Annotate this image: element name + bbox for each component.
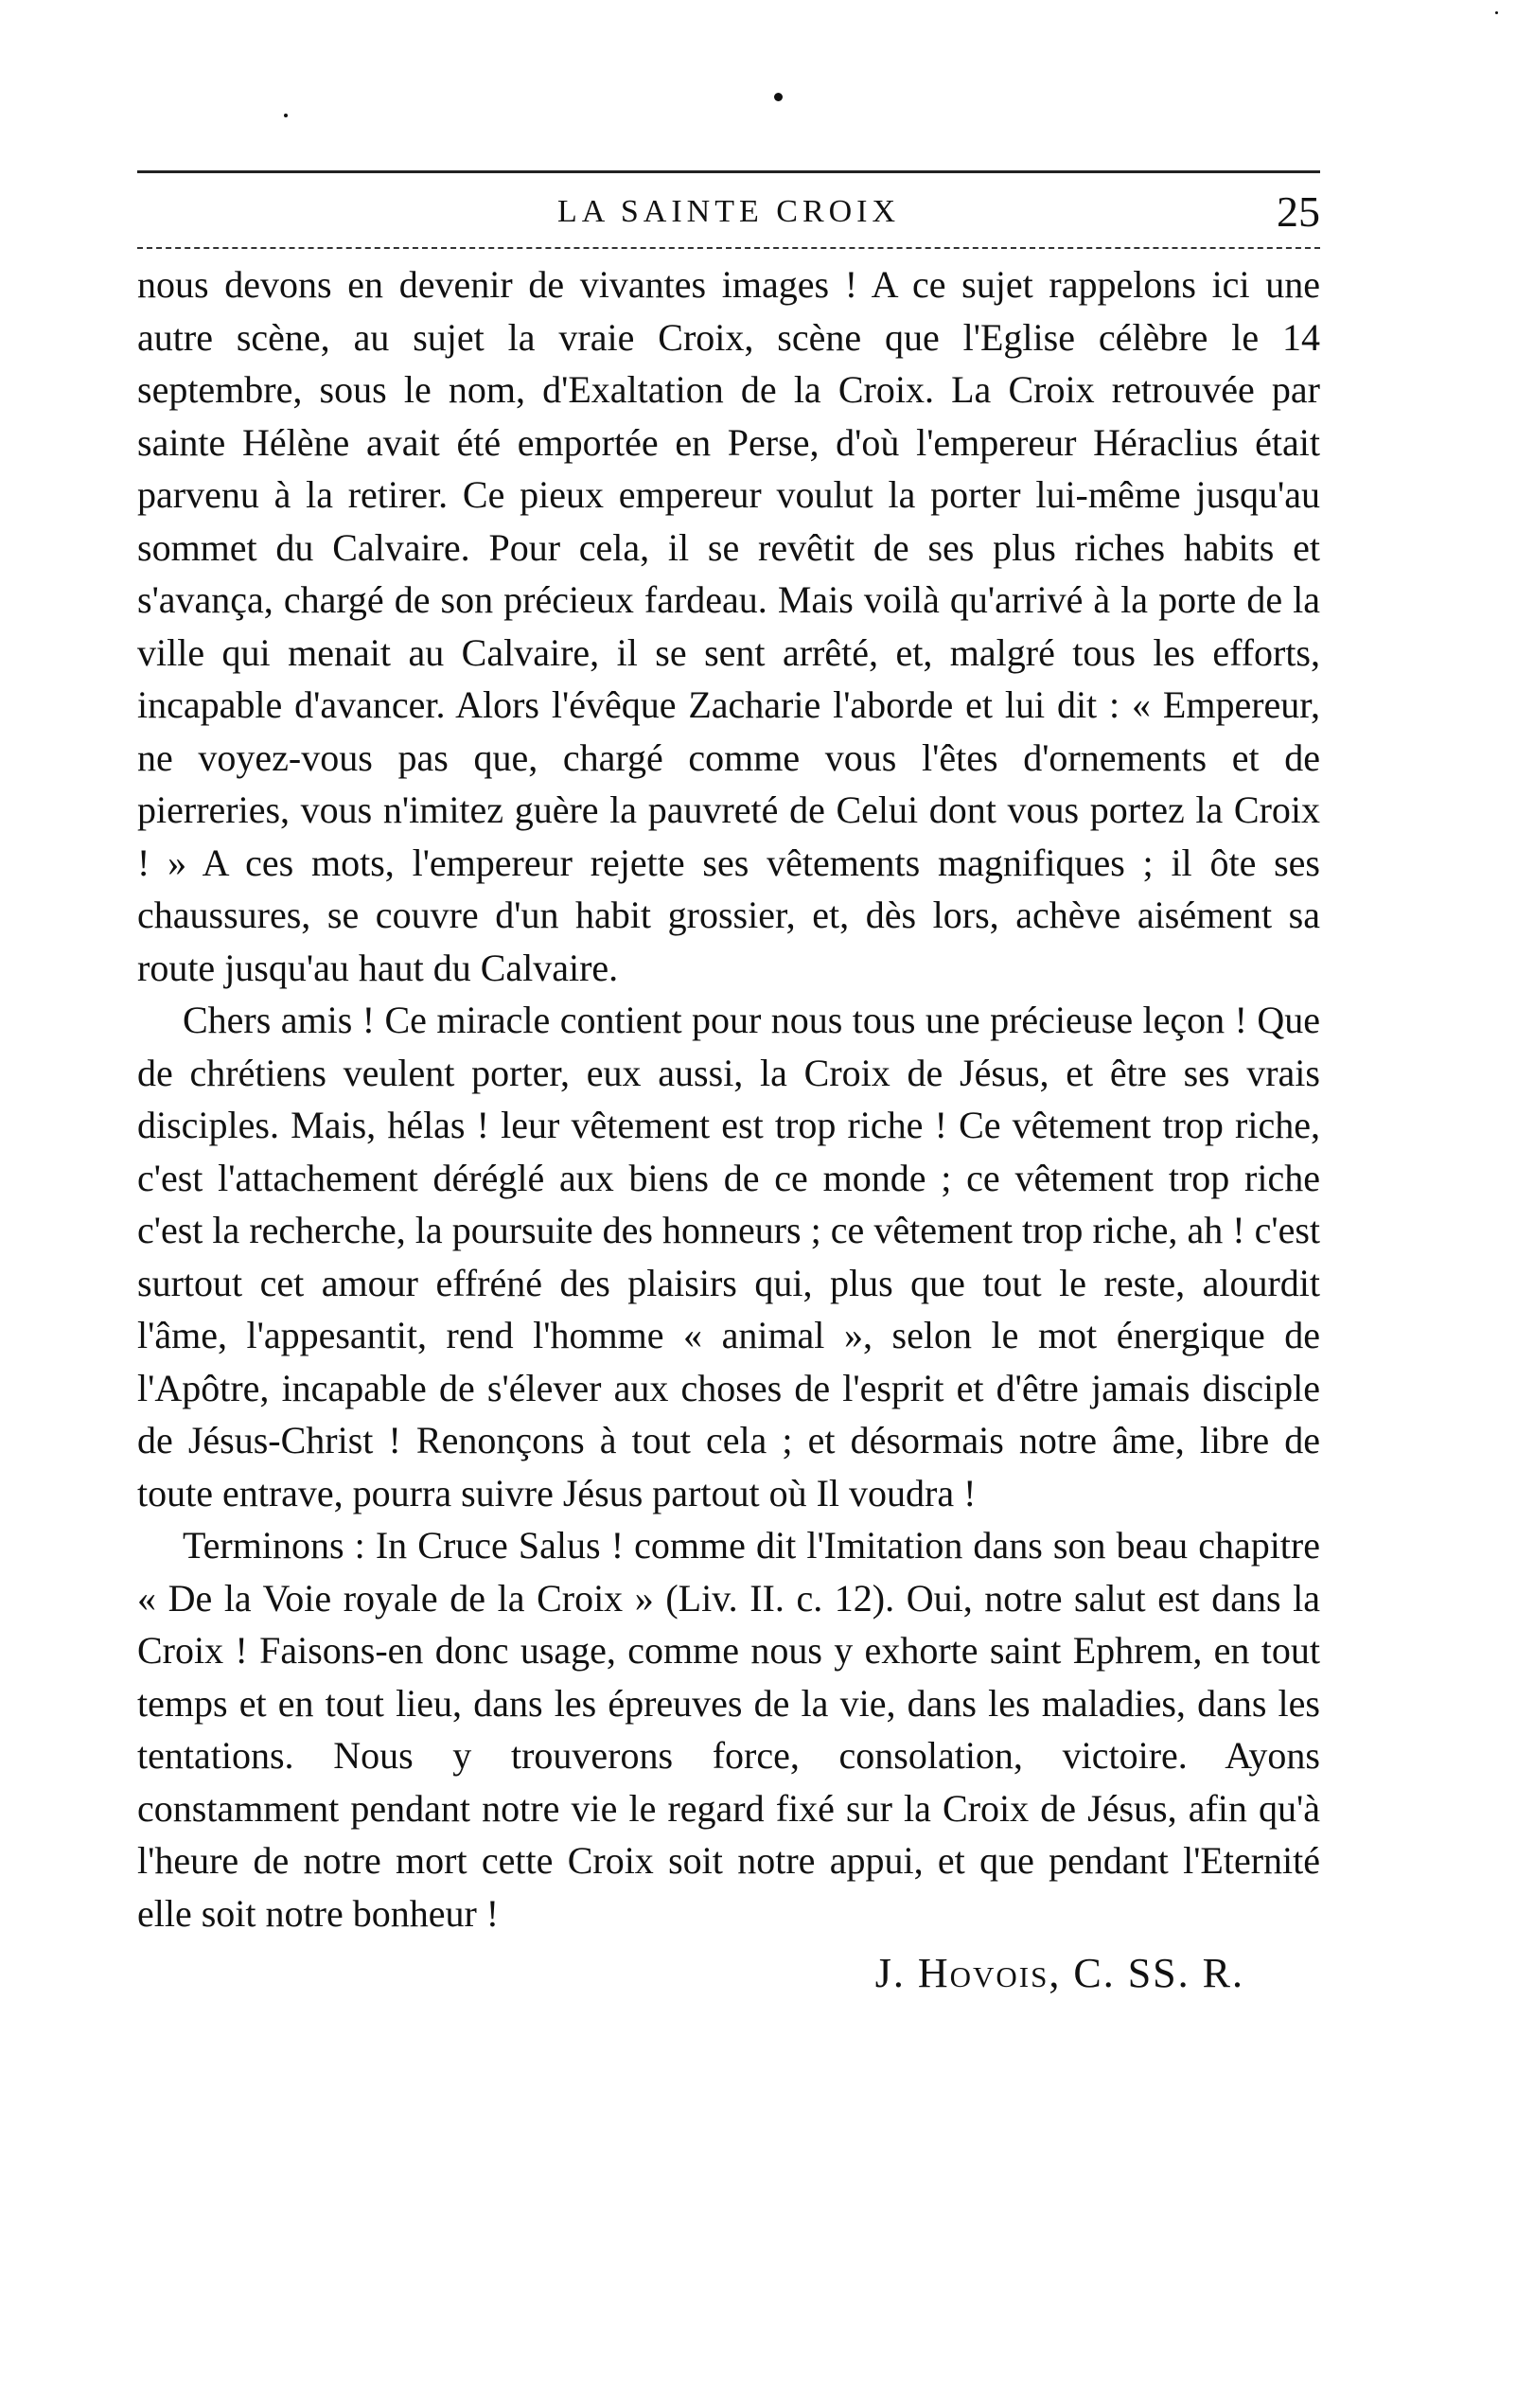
- speck: [1495, 11, 1498, 14]
- header-rule: [137, 247, 1320, 249]
- page-number: 25: [1277, 187, 1320, 236]
- paragraph: Terminons : In Cruce Salus ! comme dit l'Imitation dans son beau chapitre « De la Voie royale de la Croix » (Liv. II. c. 12). Oui, notre salut est dans la Croix ! Faisons-en donc usage, comme nous y exhorte saint Ephrem, en tout temps et en tout lieu, dans les épreuves de la vie, dans les maladies, dans les tentations. Nous y trouverons force, consolation, victoire. Ayons constamment pendant notre vie le regard fixé sur la Croix de Jésus, afin qu'à l'heure de notre mort cette Croix soit notre appui, et que pendant l'Eternité elle soit notre bonheur !: [137, 1524, 1320, 1935]
- body-text: [137, 258, 1320, 1939]
- speck: [284, 114, 288, 117]
- paragraph: nous devons en devenir de vivantes images ! A ce sujet rappelons ici une autre scène, au sujet la vraie Croix, scène que l'Eglise célèbre le 14 septembre, sous le nom, d'Exaltation de la Croix. La Croix retrouvée par sainte Hélène avait été emportée en Perse, d'où l'empereur Héraclius était parvenu à la retirer. Ce pieux empereur voulut la porter lui-même jusqu'au sommet du Calvaire. Pour cela, il se revêtit de ses plus riches habits et s'avança, chargé de son précieux fardeau. Mais voilà qu'arrivé à la porte de la ville qui menait au Calvaire, il se sent arrêté, et, malgré tous les efforts, incapable d'avancer. Alors l'évêque Zacharie l'aborde et lui dit : « Empereur, ne voyez-vous pas que, chargé comme vous l'êtes d'ornements et de pierreries, vous n'imitez guère la pauvreté de Celui dont vous portez la Croix ! » A ces mots, l'empereur rejette ses vêtements magnifiques ; il ôte ses chaussures, se couvre d'un habit grossier, et, dès lors, achève aisément sa route jusqu'au haut du Calvaire.: [137, 263, 1320, 989]
- speck: [774, 93, 783, 101]
- running-header: [137, 170, 1320, 258]
- paragraph: Chers amis ! Ce miracle contient pour nous tous une précieuse leçon ! Que de chrétiens veulent porter, eux aussi, la Croix de Jésus, et être ses vrais disciples. Mais, hélas ! leur vêtement est trop riche ! Ce vêtement trop riche, c'est l'attachement déréglé aux biens de ce monde ; ce vêtement trop riche c'est la recherche, la poursuite des honneurs ; ce vêtement trop riche, ah ! c'est surtout cet amour effréné des plaisirs qui, plus que tout le reste, alourdit l'âme, l'appesantit, rend l'homme « animal », selon le mot énergique de l'Apôtre, incapable de s'élever aux choses de l'esprit et d'être jamais disciple de Jésus-Christ ! Renonçons à tout cela ; et désormais notre âme, libre de toute entrave, pourra suivre Jésus partout où Il voudra !: [137, 999, 1320, 1514]
- author-signature: J. Hovois, C. SS. R.: [874, 1950, 1244, 1996]
- running-title: LA SAINTE CROIX: [556, 194, 901, 229]
- book-page: [137, 161, 1320, 1997]
